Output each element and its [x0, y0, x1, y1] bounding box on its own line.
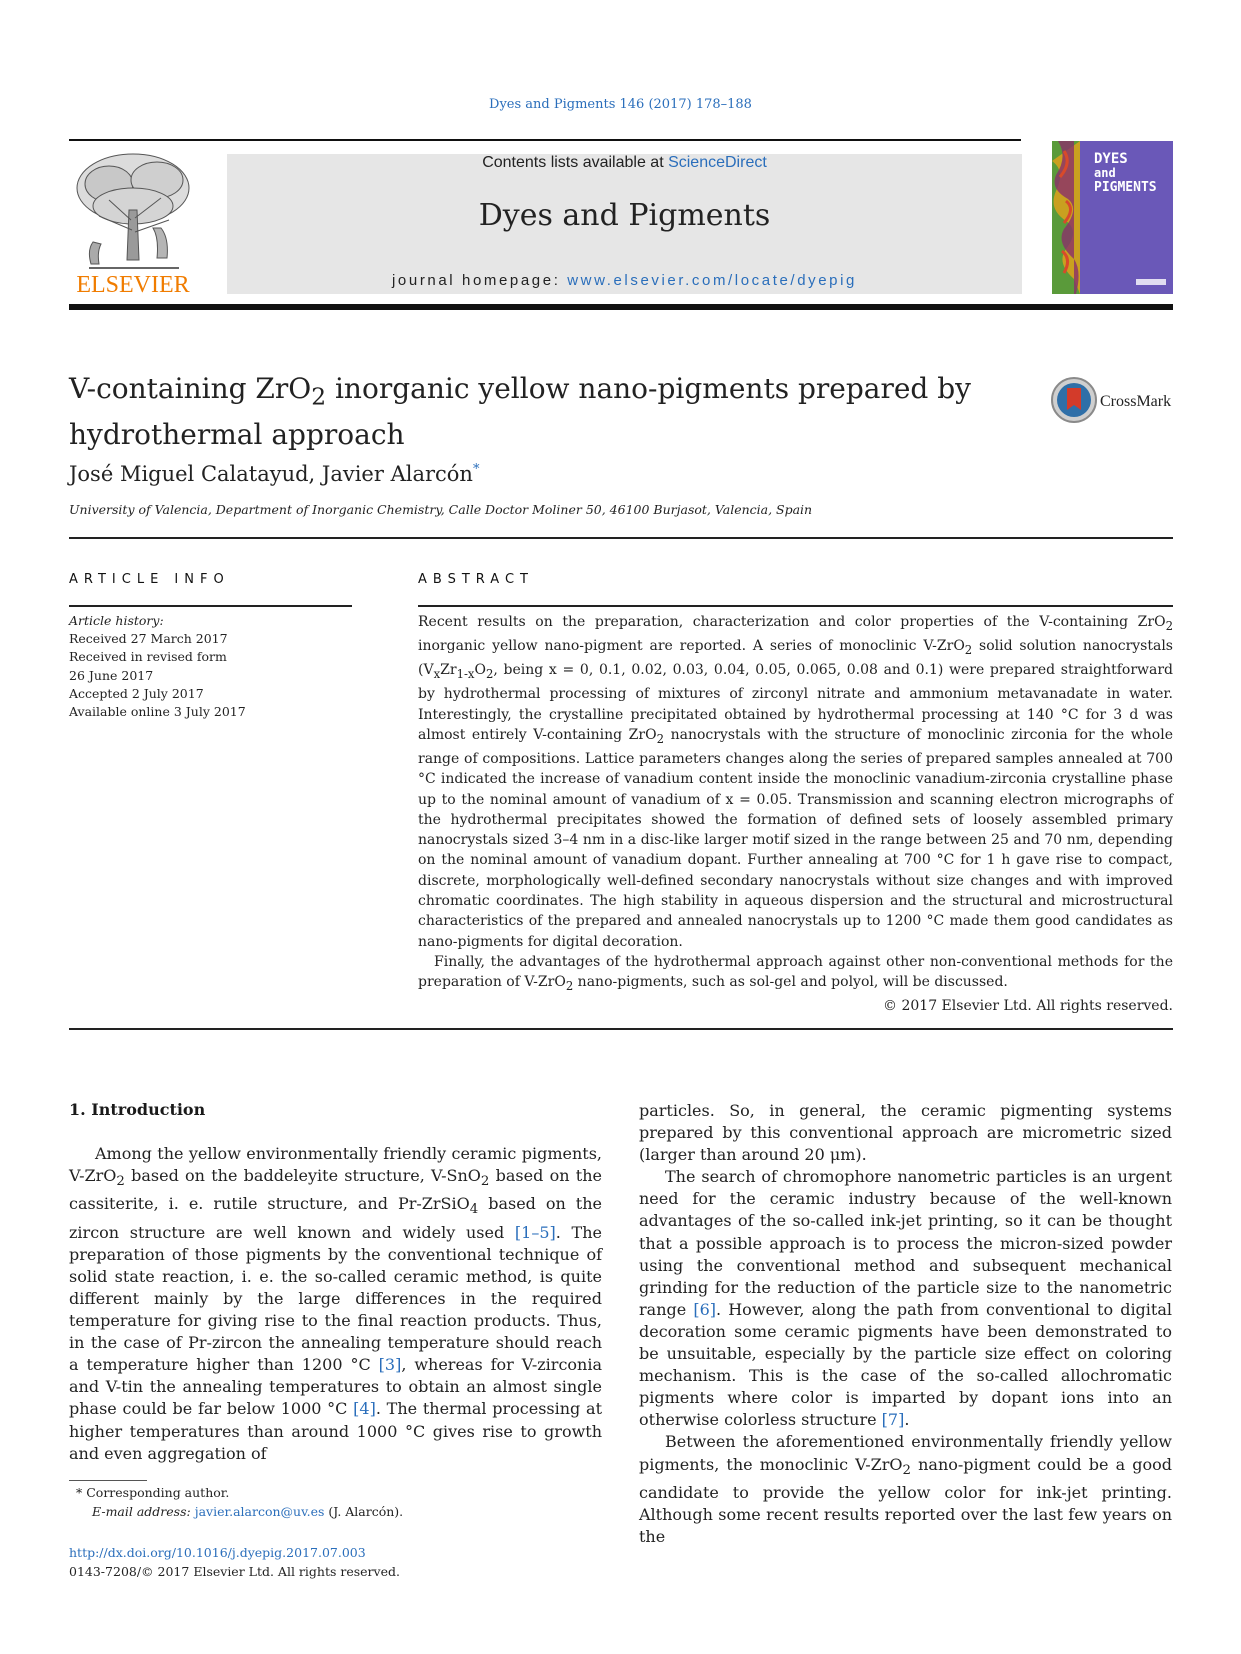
reference-link[interactable]: [6] [693, 1299, 717, 1319]
abstract-heading: ABSTRACT [418, 572, 534, 587]
body-paragraph: particles. So, in general, the ceramic pigmenting systems prepared by this conventional approach are micrometric sized (larger than around 20 μm). [639, 1101, 1172, 1165]
history-item: 26 June 2017 [69, 667, 154, 683]
footnote-rule [69, 1480, 147, 1481]
subscript: 2 [565, 979, 574, 994]
elsevier-wordmark[interactable]: ELSEVIER [76, 272, 190, 298]
journal-homepage-link[interactable]: www.elsevier.com/locate/dyepig [567, 272, 857, 289]
body-text: . The preparation of those pigments by the conventional technique of solid state reaction, i. e. the so-called ceramic method, is quite different mainly by the large differences in the required temperature for giving rise to the final reaction products. Thus, in the case of Pr-zircon the annealing temperature should reach a temperature higher than 1200 °C [69, 1222, 602, 1375]
subscript: 2 [486, 666, 494, 681]
crossmark-label[interactable]: CrossMark [1100, 393, 1172, 410]
abstract-paragraph [418, 612, 1173, 952]
history-item: Received in revised form [69, 649, 227, 665]
abstract-text: O [474, 662, 486, 679]
abstract-copyright: © 2017 Elsevier Ltd. All rights reserved. [883, 998, 1173, 1015]
doi-block [69, 1544, 400, 1581]
title-part2: inorganic yellow nano-pigments prepared by hydrothermal approach [69, 372, 971, 451]
journal-homepage-line [227, 272, 1022, 289]
header-top-rule [69, 139, 1021, 141]
body-text: . The thermal processing at higher temperatures than around 1000 °C gives rise to growth and even aggregation of [69, 1399, 603, 1463]
history-item: Available online 3 July 2017 [69, 704, 246, 720]
body-paragraph [639, 1431, 1172, 1548]
abstract-paragraph [418, 952, 1173, 996]
body-column-right [639, 1100, 1172, 1548]
abstract-body [418, 612, 1173, 1017]
title-part1: V-containing ZrO [69, 372, 312, 405]
contents-available-line [227, 154, 1022, 172]
cover-title-line3: PIGMENTS [1094, 180, 1157, 195]
introduction-heading: 1. Introduction [69, 1100, 206, 1119]
homepage-prefix: journal homepage: [392, 272, 568, 289]
abstract-text: Recent results on the preparation, characterization and color properties of the V-containing ZrO [418, 614, 1166, 630]
abstract-text: , being x = 0, 0.1, 0.02, 0.03, 0.04, 0.05, 0.065, 0.08 and 0.1) were prepared straightforward by hydrothermal processing of mixtures of zirconyl nitrate and ammonium metavanadate in water. Interestingly, the crystalline precipitated obtained by hydrothermal processing at 140 °C for 3 d was almost entirely V-containing ZrO [418, 662, 1173, 743]
cover-title-line2: and [1094, 166, 1116, 180]
abstract-text: Zr [440, 662, 457, 679]
reference-link[interactable]: [1–5] [514, 1222, 556, 1242]
article-title [69, 370, 989, 453]
title-divider-rule [69, 537, 1173, 539]
title-subscript: 2 [311, 382, 327, 411]
body-text: . [904, 1410, 910, 1430]
email-suffix: (J. Alarcón). [324, 1503, 404, 1519]
article-history [69, 612, 352, 721]
author-names: José Miguel Calatayud, Javier Alarcón [69, 462, 473, 486]
body-text: based on the cassiterite, i. e. rutile structure, and Pr-ZrSiO [69, 1166, 602, 1214]
footnote [76, 1484, 403, 1521]
body-paragraph [639, 1166, 1172, 1431]
reference-link[interactable]: [7] [881, 1410, 905, 1430]
issn-line: 0143-7208/© 2017 Elsevier Ltd. All rights reserved. [69, 1563, 400, 1579]
abstract-text: solid solution nanocrystals (V [418, 638, 1173, 679]
journal-citation[interactable]: Dyes and Pigments 146 (2017) 178–188 [489, 97, 752, 112]
sciencedirect-link[interactable]: ScienceDirect [668, 154, 767, 171]
abstract-rule [418, 605, 1173, 607]
front-matter-bottom-rule [69, 1028, 1173, 1030]
subscript: 4 [469, 1202, 479, 1218]
subscript: 2 [116, 1174, 125, 1190]
subscript: 2 [656, 731, 664, 746]
abstract-text: inorganic yellow nano-pigment are reported. A series of monoclinic V-ZrO [418, 638, 965, 655]
article-info-heading: ARTICLE INFO [69, 572, 230, 587]
body-text: Among the yellow environmentally friendly ceramic pigments, V-ZrO [69, 1144, 602, 1186]
corresponding-author-mark[interactable]: * [472, 462, 480, 477]
subscript: 2 [1165, 618, 1173, 633]
abstract-text: nanocrystals with the structure of monoclinic zirconia for the whole range of compositions. Lattice parameters changes along the series of prepared samples annealed at 700 °C indicated the increase of vanadium content inside the monoclinic vanadium-zirconia crystalline phase up to the nominal amount of vanadium of x = 0.05. Transmission and scanning electron micrographs of the hydrothermal precipitates showed the formation of defined sets of loosely assembled primary nanocrystals sized 3–4 nm in a disc-like larger motif sized in the range between 25 and 70 nm, depending on the nominal amount of vanadium dopant. Further annealing at 700 °C for 1 h gave rise to compact, discrete, morphologically well-defined secondary nanocrystals without size changes and with improved chromatic coordinates. The high stability in aqueous dispersion and the structural and microstructural characteristics of the prepared and annealed nanocrystals up to 1200 °C made them good candidates as nano-pigments for digital decoration. [418, 726, 1173, 950]
body-text: nano-pigment could be a good candidate to provide the yellow color for ink-jet printing. Although some recent results reported over the last few years on the [639, 1454, 1172, 1546]
subscript: 2 [902, 1462, 911, 1478]
subscript: 2 [964, 642, 973, 657]
body-text: . However, along the path from conventional to digital decoration some ceramic pigments have been demonstrated to be unsuitable, especially by the particle size effect on coloring mechanism. This is the case of the so-called allochromatic pigments where color is imparted by dopant ions into an otherwise colorless structure [639, 1299, 1173, 1430]
body-text: based on the baddeleyite structure, V-SnO [124, 1166, 481, 1186]
abstract-text: Finally, the advantages of the hydrothermal approach against other non-conventional methods for the preparation of V-ZrO [418, 953, 1173, 991]
body-text: Between the aforementioned environmentally friendly yellow pigments, the monoclinic V-ZrO [639, 1432, 1172, 1474]
article-history-label: Article history: [69, 613, 164, 628]
cover-title-line1: DYES [1094, 151, 1128, 167]
body-text: based on the zircon structure are well known and widely used [69, 1194, 603, 1242]
email-label: E-mail address: [92, 1503, 195, 1519]
author-list [69, 462, 479, 486]
body-column-left [69, 1143, 602, 1465]
subscript: 2 [480, 1174, 490, 1190]
journal-cover-image[interactable] [1052, 141, 1173, 294]
affiliation: University of Valencia, Department of Inorganic Chemistry, Calle Doctor Moliner 50, 46100 Burjasot, Valencia, Spain [69, 502, 813, 517]
contents-prefix: Contents lists available at [482, 154, 669, 171]
email-link[interactable]: javier.alarcon@uv.es [194, 1503, 325, 1519]
history-item: Accepted 2 July 2017 [69, 685, 204, 701]
subscript: x [433, 666, 441, 681]
email-line [76, 1503, 403, 1522]
header-thick-rule [69, 304, 1173, 310]
reference-link[interactable]: [3] [378, 1355, 402, 1375]
reference-link[interactable]: [4] [353, 1399, 376, 1419]
body-text: , whereas for V-zirconia and V-tin the annealing temperatures to obtain an almost single phase could be far below 1000 °C [69, 1355, 603, 1419]
body-paragraph [69, 1143, 602, 1465]
history-item: Received 27 March 2017 [69, 631, 228, 647]
doi-link[interactable]: http://dx.doi.org/10.1016/j.dyepig.2017.07.003 [69, 1545, 366, 1560]
body-text: The search of chromophore nanometric particles is an urgent need for the ceramic industry because of the well-known advantages of the so-called ink-jet printing, so it can be thought that a possible approach is to process the micron-sized powder using the conventional method and subsequent mechanical grinding for the reduction of the particle size to the nanometric range [639, 1167, 1172, 1319]
journal-name: Dyes and Pigments [478, 198, 771, 233]
subscript: 1-x [456, 666, 475, 681]
corresponding-author-note: * Corresponding author. [76, 1485, 230, 1500]
article-info-rule [69, 605, 352, 607]
abstract-text: nano-pigments, such as sol-gel and polyol, will be discussed. [573, 974, 1008, 991]
